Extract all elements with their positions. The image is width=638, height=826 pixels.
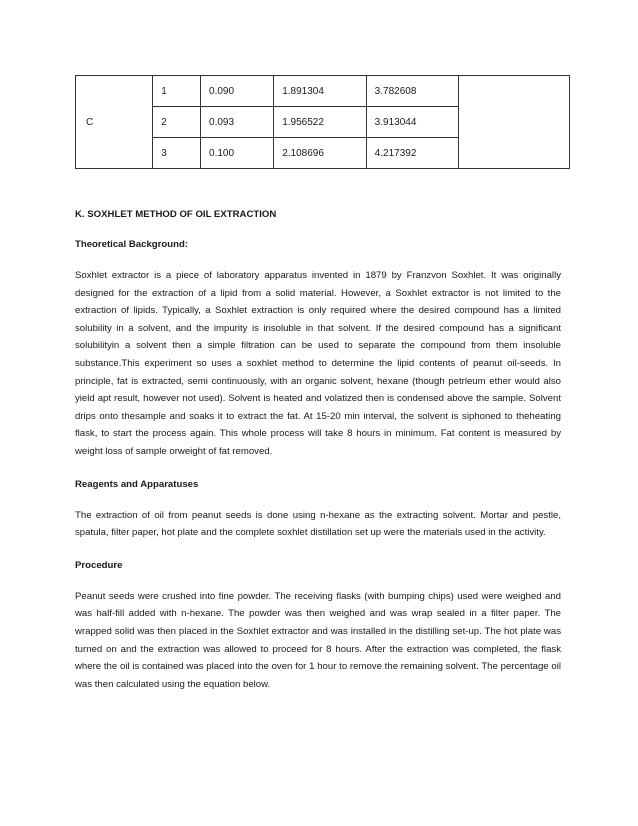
value-cell: 4.217392 xyxy=(366,138,458,169)
trial-cell: 1 xyxy=(153,76,201,107)
theory-heading: Theoretical Background: xyxy=(75,239,189,250)
section-content xyxy=(75,208,561,693)
group-label-cell: C xyxy=(76,76,153,169)
theory-paragraph: Soxhlet extractor is a piece of laboratory apparatus invented in 1879 by Franzvon Soxhlet. It was originally designed for the extraction of a lipid from a solid material. However, a Soxhlet extractor is not limited to the extraction of lipids. Typically, a Soxhlet extraction is only required where the desired compound has a limited solubility in a solvent, and the impurity is insoluble in that solvent. If the desired compound has a significant solubilityin a solvent then a simple filtration can be used to separate the compound from them insoluble substance.This experiment so uses a soxhlet method to determine the lipid contents of peanut oil-seeds. In principle, fat is extracted, semi continuously, with an organic solvent, hexane (though petrleum ether would also yield apt result, however not used). Solvent is heated and volatized then is condensed above the sample. Solvent drips onto thesample and soaks it to extract the fat. At 15-20 min interval, the solvent is siphoned to theheating flask, to start the process again. This whole process will take 8 hours in minimum. Fat content is measured by weight loss of sample orweight of fat removed. xyxy=(75,270,561,457)
procedure-paragraph: Peanut seeds were crushed into fine powder. The receiving flasks (with bumping chips) used were weighed and was half-fill added with n-hexane. The powder was then weighed and was wrap sealed in a filter paper. The wrapped solid was then placed in the Soxhlet extractor and was installed in the distilling set-up. The hot plate was turned on and the extraction was allowed to proceed for 8 hours. After the extraction was completed, the flask where the oil is contained was placed into the oven for 1 hour to remove the remaining solvent. The percentage oil was then calculated using the equation below. xyxy=(75,590,561,690)
trial-cell: 2 xyxy=(153,107,201,138)
value-cell: 0.093 xyxy=(201,107,274,138)
value-cell: 3.782608 xyxy=(366,76,458,107)
value-cell: 1.956522 xyxy=(274,107,366,138)
procedure-heading: Procedure xyxy=(75,559,123,571)
value-cell: 1.891304 xyxy=(274,76,366,107)
value-cell: 0.090 xyxy=(201,76,274,107)
reagents-paragraph: The extraction of oil from peanut seeds is done using n-hexane as the extracting solvent. Mortar and pestle, spatula, filter paper, hot plate and the complete soxhlet distillation set up were the materials used in the activity. xyxy=(75,509,561,539)
section-title: K. SOXHLET METHOD OF OIL EXTRACTION xyxy=(75,209,277,220)
trial-cell: 3 xyxy=(153,138,201,169)
value-cell: 2.108696 xyxy=(274,138,366,169)
table-row xyxy=(76,76,570,107)
value-cell: 3.913044 xyxy=(366,107,458,138)
empty-cell xyxy=(459,76,570,169)
reagents-heading: Reagents and Apparatuses xyxy=(75,478,199,490)
results-table xyxy=(75,75,570,169)
value-cell: 0.100 xyxy=(201,138,274,169)
